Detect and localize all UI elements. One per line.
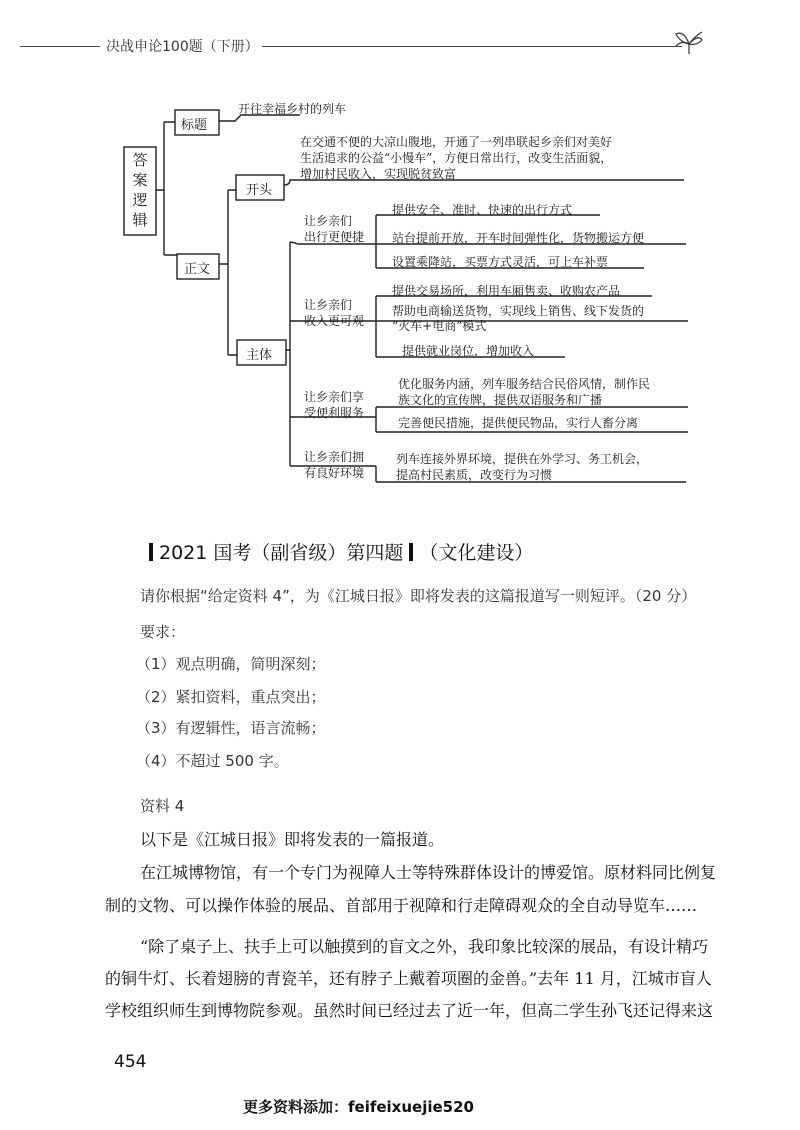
node-title-label: 标题 <box>181 118 208 133</box>
book-title: 决战申论100题（下册） <box>106 39 259 55</box>
group-label: 让乡亲们拥 <box>304 450 365 464</box>
group-label: 让乡亲们享 <box>304 390 365 404</box>
group-item: 族文化的宣传牌，提供双语服务和广播 <box>398 393 603 407</box>
node-title-text: 开往幸福乡村的列车 <box>238 102 347 116</box>
exam-title: 2021 国考（副省级）第四题 <box>159 542 404 564</box>
opening-line: 生活追求的公益“小慢车”，方便日常出行，改变生活面貌， <box>300 151 613 165</box>
group-item: 提高村民素质，改变行为习惯 <box>396 468 553 482</box>
group-label: 让乡亲们 <box>304 214 353 228</box>
group-label: 有良好环境 <box>304 466 365 480</box>
material-intro: 以下是《江城日报》即将发表的一篇报道。 <box>140 830 445 849</box>
node-main-label: 主体 <box>246 348 273 363</box>
mindmap-root: 答案逻辑 <box>132 151 148 229</box>
group-label: 收入更可观 <box>304 314 365 328</box>
group-item: 设置乘降站，买票方式灵活，可上车补票 <box>392 255 609 269</box>
material-line: 在江城博物馆，有一个专门为视障人士等特殊群体设计的博爱馆。原材料同比例复 <box>140 863 717 882</box>
node-opening-label: 开头 <box>246 183 273 198</box>
requirement-item: （3）有逻辑性，语言流畅； <box>136 719 326 737</box>
group-item: 提供安全、准时、快速的出行方式 <box>392 203 573 217</box>
node-body-label: 正文 <box>184 262 211 277</box>
question-prompt: 请你根据“给定资料 4”，为《江城日报》即将发表的这篇报道写一则短评。（20 分） <box>140 587 697 605</box>
group-item: 优化服务内涵，列车服务结合民俗风情，制作民 <box>398 377 651 391</box>
group-item: 提供就业岗位，增加收入 <box>402 344 535 358</box>
requirement-item: （4）不超过 500 字。 <box>136 752 289 770</box>
group-item: 帮助电商输送货物，实现线上销售、线下发货的 <box>392 304 645 318</box>
group-label: 让乡亲们 <box>304 298 353 312</box>
heading-bar-icon <box>149 543 153 561</box>
requirement-item: （2）紧扣资料，重点突出； <box>136 688 326 706</box>
material-line: “除了桌子上、扶手上可以触摸到的盲文之外，我印象比较深的展品，有设计精巧 <box>140 937 709 956</box>
requirements-label: 要求： <box>140 623 186 641</box>
material-line: 的铜牛灯、长着翅膀的青瓷羊，还有脖子上戴着项圈的金兽。”去年 11 月，江城市盲人 <box>105 969 712 988</box>
exam-category: （文化建设） <box>419 542 534 564</box>
section-heading <box>143 538 533 565</box>
group-label: 出行更便捷 <box>304 230 365 244</box>
requirement-item: （1）观点明确，简明深刻； <box>136 655 326 673</box>
group-label: 受便利服务 <box>304 406 365 420</box>
footer-watermark: 更多资料添加：feifeixuejie520 <box>243 1098 474 1116</box>
opening-line: 增加村民收入，实现脱贫致富 <box>300 167 457 181</box>
page-number: 454 <box>114 1052 147 1072</box>
material-line: 学校组织师生到博物院参观。虽然时间已经过去了近一年，但高二学生孙飞还记得来这 <box>105 1001 714 1020</box>
group-item: 提供交易场所，利用车厢售卖、收购农产品 <box>392 284 621 298</box>
group-item: 列车连接外界环境，提供在外学习、务工机会， <box>396 452 649 466</box>
material-line: 制的文物、可以操作体验的展品、首部用于视障和行走障碍观众的全自动导览车…… <box>105 896 698 915</box>
material-label: 资料 4 <box>140 797 185 815</box>
group-item: 完善便民措施，提供便民物品，实行人畜分离 <box>398 416 639 430</box>
heading-bar-icon <box>409 543 413 561</box>
opening-line: 在交通不便的大凉山腹地，开通了一列串联起乡亲们对美好 <box>300 135 613 149</box>
group-item: “火车+电商”模式 <box>392 319 487 333</box>
group-item: 站台提前开放，开车时间弹性化，货物搬运方便 <box>392 231 645 245</box>
